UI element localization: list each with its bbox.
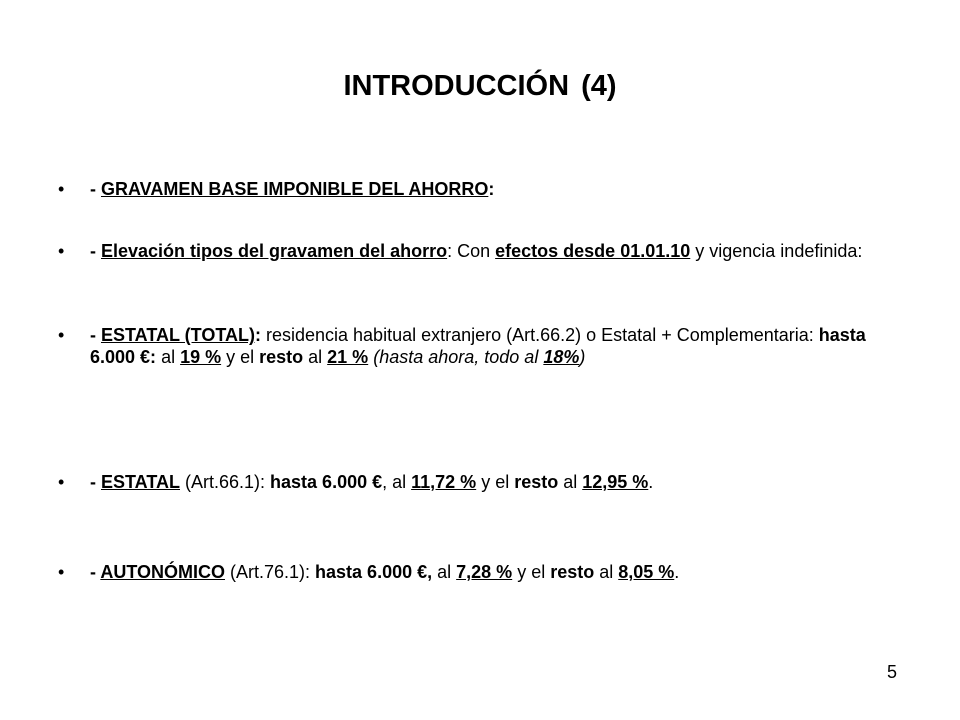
slide-title: INTRODUCCIÓN (4) (343, 70, 617, 102)
text: al (558, 472, 583, 492)
dash: - (90, 325, 101, 345)
text: . (648, 472, 654, 492)
resto: resto (259, 347, 304, 367)
previous-rate: 18% (543, 347, 580, 367)
rate-second-band: 12,95 % (582, 472, 649, 492)
bullet-gravamen-base (58, 178, 878, 200)
bullet-text (90, 178, 878, 200)
bullet-text (90, 240, 878, 262)
text: al (156, 347, 181, 367)
bullet-heading: GRAVAMEN BASE IMPONIBLE DEL AHORRO (101, 179, 489, 199)
colon: : (488, 179, 495, 199)
text: (Art.76.1): (225, 562, 316, 582)
bullet-dot: • (58, 241, 65, 261)
bullet-estatal-total (58, 324, 878, 368)
dash: - (90, 241, 101, 261)
bullet-autonomico (58, 561, 878, 583)
rate-second-band: 21 % (327, 347, 369, 367)
resto: resto (550, 562, 595, 582)
bullet-dot: • (58, 179, 65, 199)
bullet-heading: AUTONÓMICO (100, 562, 225, 582)
rate-first-band: 11,72 % (411, 472, 477, 492)
dash: - (90, 472, 101, 492)
text: y el (476, 472, 515, 492)
bullet-elevacion-tipos (58, 240, 878, 262)
effects-date: efectos desde 01.01.10 (495, 241, 691, 261)
bullet-dot: • (58, 562, 65, 582)
text: al (432, 562, 457, 582)
rate-first-band: 7,28 % (456, 562, 513, 582)
previous-note: (hasta ahora, todo al (373, 347, 544, 367)
text: : Con (447, 241, 496, 261)
text: y vigencia indefinida: (690, 241, 863, 261)
text: (Art.66.1): (180, 472, 271, 492)
bullet-estatal (58, 471, 878, 493)
rate-second-band: 8,05 % (618, 562, 675, 582)
bullet-text (90, 471, 878, 493)
dash: - (90, 562, 101, 582)
page-number: 5 (887, 662, 898, 682)
bullet-heading: ESTATAL (101, 472, 180, 492)
text: al (303, 347, 328, 367)
text: residencia habitual extranjero (Art.66.2) o Estatal + Complementaria: (260, 325, 819, 345)
bullet-heading: Elevación tipos del gravamen del ahorro (101, 241, 448, 261)
bullet-dot: • (58, 325, 65, 345)
rate-first-band: 19 % (180, 347, 222, 367)
limit: hasta 6.000 €, (315, 562, 433, 582)
text: y el (512, 562, 551, 582)
limit: hasta 6.000 € (270, 472, 383, 492)
previous-note-end: ) (579, 347, 586, 367)
bullet-heading: ESTATAL (TOTAL) (101, 325, 255, 345)
dash: - (90, 179, 101, 199)
text: y el (221, 347, 260, 367)
resto: resto (514, 472, 559, 492)
text: . (674, 562, 680, 582)
limit: hasta 6.000 €: (90, 325, 866, 367)
bullet-text (90, 561, 878, 583)
text: , al (382, 472, 412, 492)
bullet-dot: • (58, 472, 65, 492)
colon: : (254, 325, 261, 345)
bullet-text (90, 324, 878, 368)
text: al (594, 562, 619, 582)
